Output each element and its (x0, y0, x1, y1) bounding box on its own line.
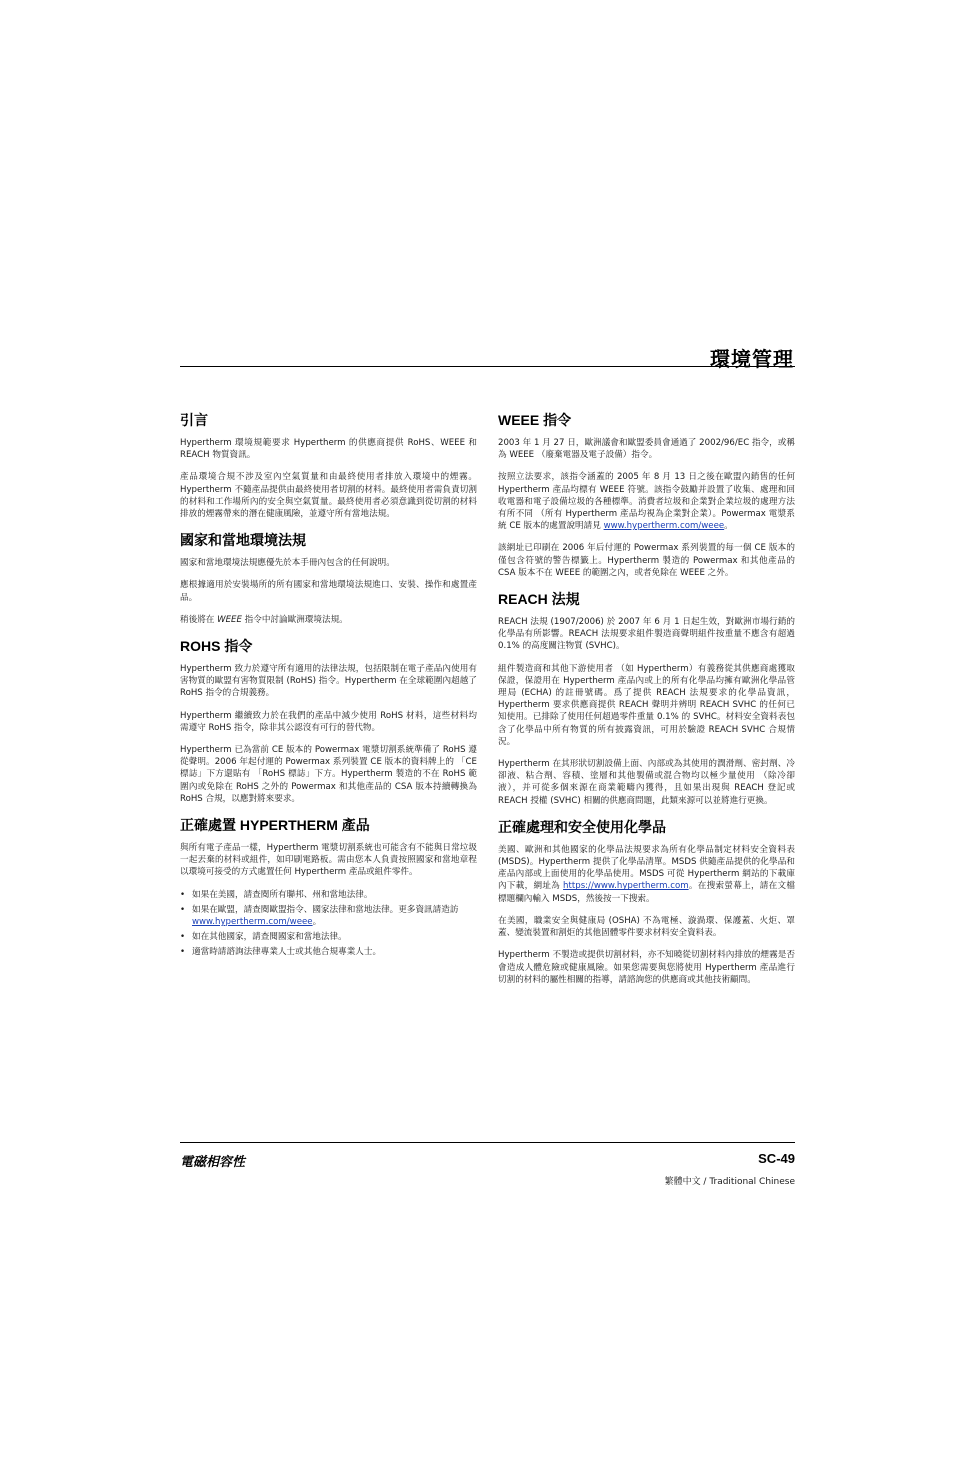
list-item: • 如果在美國，請查閱所有聯邦、州和當地法律。 (180, 889, 373, 900)
section-reach (498, 589, 795, 807)
section-disposal (180, 815, 477, 959)
chemical-paragraph-2: 在美國，職業安全與健康局 (OSHA) 不為電極、漩渦環、保護蓋、火炬、罩蓋、變流裝置和割炬的其他固體零件要求材料安全資料表。 (498, 915, 795, 939)
weee-paragraph-2: 按照立法要求，該指令涵蓋的 2005 年 8 月 13 日之後在歐盟內銷售的任何 Hypertherm 產品均標有 WEEE 符號。該指令鼓勵并設置了收集、處理和回收電器和電子設備垃圾的各種標準。消費者垃圾和企業對企業垃圾的處理方法有所不同 （所有 Hypertherm 產品均視為企業對企業）。Powermax 電漿系統 CE 版本的處置說明請見 www.hypertherm.com/weee。 (498, 472, 795, 532)
heading-intro: 引言 (180, 412, 208, 428)
bullet-icon: • (180, 904, 186, 915)
bullet-icon: • (180, 932, 186, 943)
intro-paragraph-2: 產品環境合規不涉及室內空氣質量和由最終使用者排放入環境中的煙霧。Hypertherm 不隨產品提供由最終使用者切割的材料。最終使用者需負責切割的材料和工作場所內的安全與空氣質量。最終使用者必須意識到從切割的材料排放的煙霧帶來的潛在健康風險，並遵守所有當地法規。 (180, 472, 477, 520)
list-item: • 如在其他國家，請查閱國家和當地法律。 (180, 932, 347, 943)
heading-weee: WEEE 指令 (498, 412, 572, 428)
weee-link[interactable]: www.hypertherm.com/weee (603, 521, 725, 532)
heading-chemicals: 正確處理和安全使用化學品 (498, 818, 666, 835)
heading-reach: REACH 法規 (498, 591, 580, 608)
section-chemicals (498, 817, 795, 986)
national-p3-weee: WEEE (217, 614, 242, 625)
footer-rule (180, 1142, 795, 1143)
chemical-paragraph-1: 美國、歐洲和其他國家的化學品法規要求為所有化學品制定材料安全資料表 (MSDS)。Hypertherm 提供了化學品清單。MSDS 供隨產品提供的化學品和產品內部或上面使用的化學品使用。MSDS 可從 Hypertherm 網站的下載庫內下載，網址為 https://www.hypertherm.com。在搜索螢幕上，請在文檔標題欄內輸入 MSDS，然後按一下搜索。 (498, 844, 795, 904)
national-paragraph-3 (180, 614, 477, 626)
rohs-paragraph-1: Hypertherm 致力於遵守所有適用的法律法規，包括限制在電子產品內使用有害物質的歐盟有害物質限制 (RoHS) 指令。Hypertherm 在全球範圍內超越了 RoHS 指令的合規義務。 (180, 664, 477, 699)
section-national-regulations (180, 530, 477, 626)
heading-disposal: 正確處置 HYPERTHERM 產品 (180, 817, 370, 834)
bullet-icon: • (180, 947, 186, 958)
hypertherm-website-link[interactable]: https://www.hypertherm.com (563, 881, 689, 892)
weee-paragraph-3: 該網址已印刷在 2006 年后付運的 Powermax 系列裝置的每一個 CE 版本的僅包含符號的警告標籤上。Hypertherm 製造的 Powermax 和其他產品的 CSA 版本不在 WEEE 的範圍之內，或者免除在 WEEE 之外。 (498, 543, 795, 578)
left-column (180, 410, 477, 969)
national-paragraph-1: 國家和當地環境法規應優先於本手冊內包含的任何說明。 (180, 558, 395, 569)
reach-paragraph-1: REACH 法規 (1907/2006) 於 2007 年 6 月 1 日起生效，對歐洲市場行銷的化學品有所影響。REACH 法規要求組件製造商聲明組件按重量不應含有超過 0.1% 的高度關注物質 (SVHC)。 (498, 617, 795, 652)
national-p3-pre: 稍後將在 (180, 614, 218, 625)
section-intro (180, 410, 477, 520)
weee-link[interactable]: www.hypertherm.com/weee (192, 917, 313, 928)
page-number: SC-49 (758, 1151, 795, 1166)
chemical-paragraph-3: Hypertherm 不製造或提供切割材料，亦不知曉從切割材料內排放的煙霧是否會造成人體危險或健康風險。如果您需要與您將使用 Hypertherm 產品進行切割的材料的屬性相關的指導，請諮詢您的供應商或其他技術顧問。 (498, 950, 795, 985)
disposal-bullet-list (180, 889, 477, 959)
reach-paragraph-3: Hypertherm 在其形狀切割設備上面、內部或為其使用的潤滑劑、密封劑、冷卻液、粘合劑、容積、塗層和其他製備或混合物均以極少量使用 （除冷卻液），并可從多個來源在商業範疇內獲得，且如果出現與 REACH 登記或 REACH 授權 (SVHC) 相關的供應商問題，此類來源可以並將進行更換。 (498, 759, 795, 806)
national-p3-post: 指令中討論歐洲環境法規。 (241, 614, 348, 625)
page-title: 環境管理 (710, 347, 794, 371)
footer-section-title: 電磁相容性 (180, 1155, 246, 1170)
section-rohs (180, 636, 477, 805)
heading-rohs: ROHS 指令 (180, 638, 253, 655)
reach-paragraph-2: 組件製造商和其他下游使用者 （如 Hypertherm）有義務從其供應商處獲取保證，保證用在 Hypertherm 產品內或上的所有化學品均擁有歐洲化學品管理局 (ECHA) 的註冊號碼。爲了提供 REACH 法規要求的化學品資訊，Hypertherm 要求供應商提供 REACH 聲明并辨明 REACH SVHC 的任何已知使用。已排除了使用任何超過零件重量 0.1% 的 SVHC。材料安全資料表包含了化學品中所有物質的所有披露資訊，可用於驗證 REACH SVHC 合規情況。 (498, 663, 795, 747)
header-rule (180, 366, 795, 367)
weee-paragraph-1: 2003 年 1 月 27 日，歐洲議會和歐盟委員會通過了 2002/96/EC 指令，或稱為 WEEE （廢棄電器及電子設備）指令。 (498, 438, 795, 461)
footer-language: 繁體中文 / Traditional Chinese (664, 1177, 795, 1187)
section-weee (498, 410, 795, 579)
list-item: • 適當時請諮詢法律專業人士或其他合規專業人士。 (180, 947, 382, 958)
disposal-paragraph-1: 與所有電子產品一樣，Hypertherm 電漿切割系統也可能含有不能與日常垃圾一起丟棄的材料或組件，如印刷電路板。需由您本人負責按照國家和當地章程以環境可接受的方式處置任何 Hypertherm 產品或組件零件。 (180, 843, 477, 878)
rohs-paragraph-3: Hypertherm 已為當前 CE 版本的 Powermax 電漿切割系統準備了 RoHS 遵從聲明。2006 年起付運的 Powermax 系列裝置 CE 版本的資料牌上的 「CE 標誌」下方還貼有 「RoHS 標誌」下方。Hypertherm 製造的不在 RoHS 範圍內或免除在 RoHS 之外的 Powermax 和其他產品的 CSA 版本持續轉換為 RoHS 合規，以應對將來要求。 (180, 745, 477, 804)
rohs-paragraph-2: Hypertherm 繼續致力於在我們的產品中減少使用 RoHS 材料，這些材料均需遵守 RoHS 指令，除非其公認沒有可行的替代物。 (180, 710, 477, 733)
right-column (498, 410, 795, 996)
heading-national-regulations: 國家和當地環境法規 (180, 532, 306, 549)
national-paragraph-2: 應根據適用於安裝場所的所有國家和當地環境法規進口、安裝、操作和處置產品。 (180, 580, 477, 603)
intro-paragraph-1: Hypertherm 環境規範要求 Hypertherm 的供應商提供 RoHS、WEEE 和 REACH 物質資訊。 (180, 438, 477, 461)
list-item: • 如果在歐盟，請查閱歐盟指令、國家法律和當地法律。更多資訊請造訪 www.hypertherm.com/weee。 (180, 904, 459, 928)
bullet-icon: • (180, 889, 186, 900)
